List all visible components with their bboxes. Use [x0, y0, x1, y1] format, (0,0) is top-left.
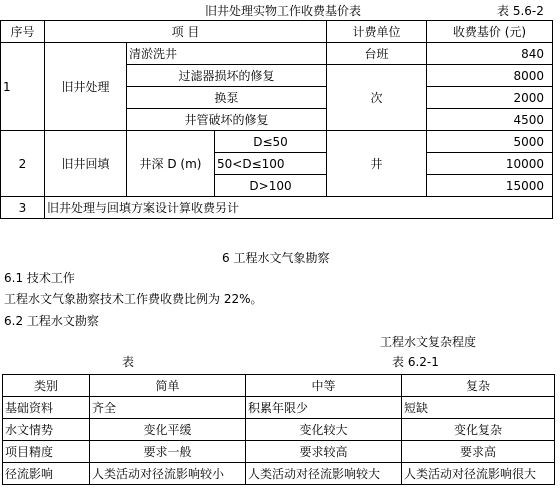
table-cell: 要求高 — [402, 441, 555, 463]
note-cell: 旧井处理与回填方案设计算收费另计 — [45, 197, 553, 219]
header-cell: 计费单位 — [327, 21, 427, 43]
table-cell: 人类活动对径流影响较小 — [90, 463, 246, 485]
table1-title: 旧井处理实物工作收费基价表 — [205, 4, 362, 18]
category-cell: 水文情势 — [3, 419, 90, 441]
table-cell: 变化平缓 — [90, 419, 246, 441]
header-cell: 复杂 — [402, 375, 555, 397]
header-cell: 中等 — [246, 375, 402, 397]
price-cell: 15000 — [427, 175, 553, 197]
unit-cell: 井 — [327, 131, 427, 197]
price-cell: 10000 — [427, 153, 553, 175]
item-cell: 换泵 — [127, 87, 327, 109]
header-cell: 简单 — [90, 375, 246, 397]
group-label: 旧井处理 — [45, 43, 127, 131]
table-row — [3, 419, 555, 441]
category-cell: 径流影响 — [3, 463, 90, 485]
table-row — [1, 43, 553, 65]
item-cell: 清淤洗井 — [127, 43, 327, 65]
fee-table — [0, 20, 553, 219]
price-cell: 5000 — [427, 131, 553, 153]
condition-cell: D>100 — [215, 175, 327, 197]
paragraph: 工程水文气象勘察技术工作费收费比例为 22%。 — [4, 292, 263, 306]
table-row — [3, 463, 555, 485]
table-cell: 齐全 — [90, 397, 246, 419]
category-cell: 项目精度 — [3, 441, 90, 463]
header-cell: 序号 — [1, 21, 45, 43]
table2-caption: 工程水文复杂程度 — [380, 335, 477, 349]
row-number: 1 — [1, 43, 45, 131]
table-row — [1, 131, 553, 153]
table-cell: 要求较高 — [246, 441, 402, 463]
condition-cell: 50<D≤100 — [215, 153, 327, 175]
table-row — [1, 197, 553, 219]
table-row — [3, 441, 555, 463]
subsection-title: 6.2 工程水文勘察 — [4, 314, 99, 328]
table-cell: 变化复杂 — [402, 419, 555, 441]
unit-cell: 次 — [327, 65, 427, 131]
complexity-table — [2, 374, 555, 485]
table-cell: 要求一般 — [90, 441, 246, 463]
table-cell: 变化较大 — [246, 419, 402, 441]
table-row — [3, 397, 555, 419]
unit-cell: 台班 — [327, 43, 427, 65]
price-cell: 2000 — [427, 87, 553, 109]
table1-number: 表 5.6-2 — [497, 4, 544, 18]
table-cell: 人类活动对径流影响很大 — [402, 463, 555, 485]
subsection-title: 6.1 技术工作 — [4, 271, 75, 285]
item-cell: 过滤器损坏的修复 — [127, 65, 327, 87]
price-cell: 8000 — [427, 65, 553, 87]
depth-label: 井深 D (m) — [127, 131, 215, 197]
condition-cell: D≤50 — [215, 131, 327, 153]
price-cell: 840 — [427, 43, 553, 65]
table-cell: 积累年限少 — [246, 397, 402, 419]
header-cell: 类别 — [3, 375, 90, 397]
header-cell: 项 目 — [45, 21, 327, 43]
table-header-row — [3, 375, 555, 397]
table2-number: 表 6.2-1 — [392, 355, 439, 369]
table2-caption-suffix: 表 — [122, 355, 135, 369]
row-number: 3 — [1, 197, 45, 219]
price-cell: 4500 — [427, 109, 553, 131]
table-cell: 人类活动对径流影响较大 — [246, 463, 402, 485]
table-cell: 短缺 — [402, 397, 555, 419]
table-header-row — [1, 21, 553, 43]
item-cell: 井管破坏的修复 — [127, 109, 327, 131]
group-label: 旧井回填 — [45, 131, 127, 197]
section-heading: 6 工程水文气象勘察 — [222, 251, 330, 265]
row-number: 2 — [1, 131, 45, 197]
category-cell: 基础资料 — [3, 397, 90, 419]
header-cell: 收费基价 (元) — [427, 21, 553, 43]
